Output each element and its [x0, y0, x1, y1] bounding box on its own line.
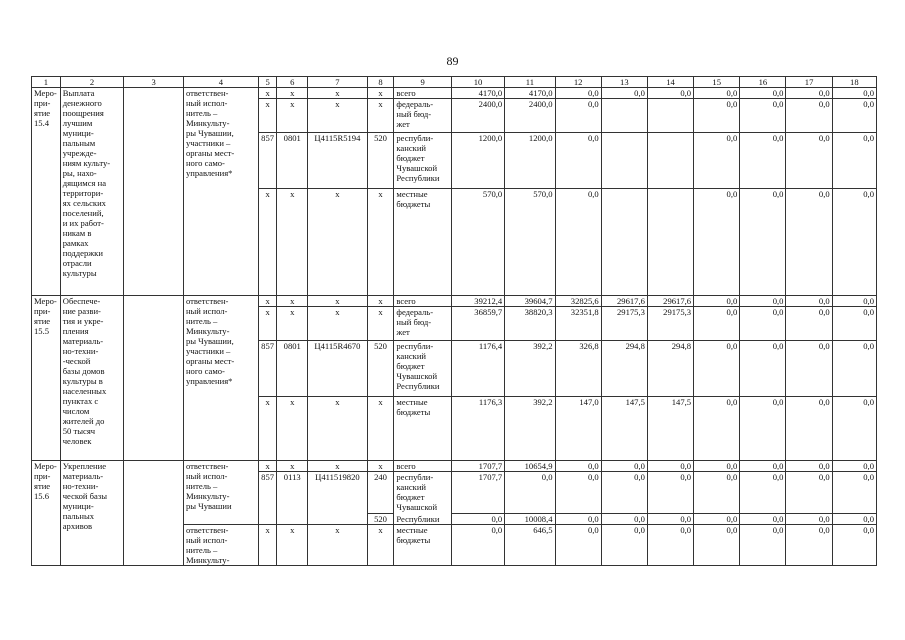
value-cell: 2400,0	[451, 99, 504, 133]
page-number: 89	[446, 54, 459, 68]
header-cell: 5	[258, 77, 276, 88]
header-cell: 9	[394, 77, 451, 88]
value-cell: 0,0	[694, 133, 740, 189]
code-cell: x	[308, 189, 368, 296]
code-cell: x	[258, 99, 276, 133]
code-cell: Ц4115R5194	[308, 133, 368, 189]
value-cell: 0,0	[832, 133, 876, 189]
measure-name-cell: Укрепление материаль- но-техни- ческой базы муници- пальных архивов	[60, 461, 124, 566]
empty-cell	[124, 296, 184, 461]
value-cell: 0,0	[647, 514, 693, 525]
header-cell: 1	[32, 77, 61, 88]
value-cell: 147,0	[555, 397, 601, 461]
value-cell: 0,0	[786, 397, 832, 461]
header-cell: 16	[740, 77, 786, 88]
header-cell: 3	[124, 77, 184, 88]
funding-source-cell: республи- канский бюджет Чувашской Республики	[394, 341, 451, 397]
value-cell: 0,0	[601, 472, 647, 514]
value-cell: 32351,8	[555, 307, 601, 341]
value-cell: 0,0	[451, 525, 504, 566]
value-cell: 0,0	[694, 461, 740, 472]
funding-source-cell: Республики	[394, 514, 451, 525]
value-cell: 0,0	[505, 472, 555, 514]
funding-source-cell: республи- канский бюджет Чувашской	[394, 472, 451, 514]
header-cell: 18	[832, 77, 876, 88]
value-cell: 0,0	[694, 514, 740, 525]
budget-table	[31, 76, 877, 566]
value-cell: 29617,6	[647, 296, 693, 307]
value-cell: 1176,3	[451, 397, 504, 461]
value-cell: 0,0	[740, 525, 786, 566]
code-cell: x	[308, 296, 368, 307]
value-cell: 0,0	[451, 514, 504, 525]
code-cell: x	[277, 99, 308, 133]
code-cell: x	[277, 189, 308, 296]
value-cell: 0,0	[694, 307, 740, 341]
value-cell: 10654,9	[505, 461, 555, 472]
code-cell: x	[367, 397, 394, 461]
code-cell: x	[367, 88, 394, 99]
code-cell: 0113	[277, 472, 308, 514]
code-cell: x	[277, 525, 308, 566]
value-cell: 1707,7	[451, 472, 504, 514]
value-cell	[601, 99, 647, 133]
value-cell: 1176,4	[451, 341, 504, 397]
code-cell: x	[367, 189, 394, 296]
value-cell: 0,0	[647, 88, 693, 99]
value-cell: 0,0	[601, 88, 647, 99]
value-cell: 294,8	[647, 341, 693, 397]
value-cell: 29175,3	[601, 307, 647, 341]
value-cell	[601, 133, 647, 189]
executor-cell: ответствен- ный испол- нитель – Минкульту-	[183, 525, 258, 566]
code-cell: x	[277, 88, 308, 99]
value-cell: 0,0	[694, 397, 740, 461]
value-cell: 0,0	[694, 341, 740, 397]
funding-source-cell: федераль- ный бюд- жет	[394, 307, 451, 341]
value-cell: 38820,3	[505, 307, 555, 341]
value-cell: 0,0	[601, 525, 647, 566]
measure-cell: Меро- при- ятие 15.5	[32, 296, 61, 461]
empty-cell	[124, 461, 184, 566]
value-cell: 0,0	[740, 296, 786, 307]
value-cell: 0,0	[786, 189, 832, 296]
empty-cell	[124, 88, 184, 296]
code-cell: x	[277, 461, 308, 472]
value-cell: 0,0	[832, 472, 876, 514]
value-cell: 0,0	[740, 514, 786, 525]
value-cell: 0,0	[694, 472, 740, 514]
measure-name-cell: Обеспече- ние разви- тия и укре- пления материаль- но-техни- -ческой базы домов культуры в населенных пунктах с числом жителей до 50 тысяч человек	[60, 296, 124, 461]
value-cell: 39212,4	[451, 296, 504, 307]
value-cell: 0,0	[647, 472, 693, 514]
header-cell: 17	[786, 77, 832, 88]
header-cell: 2	[60, 77, 124, 88]
value-cell: 147,5	[601, 397, 647, 461]
value-cell: 0,0	[832, 525, 876, 566]
value-cell: 0,0	[740, 472, 786, 514]
code-cell: 857	[258, 133, 276, 189]
code-cell: Ц411519820	[308, 472, 368, 514]
code-cell: 857	[258, 341, 276, 397]
value-cell: 0,0	[786, 88, 832, 99]
header-row	[32, 77, 877, 88]
header-cell: 11	[505, 77, 555, 88]
header-cell: 7	[308, 77, 368, 88]
value-cell: 0,0	[740, 397, 786, 461]
value-cell: 0,0	[832, 99, 876, 133]
value-cell	[647, 189, 693, 296]
value-cell: 0,0	[740, 88, 786, 99]
value-cell: 32825,6	[555, 296, 601, 307]
code-cell: 520	[367, 341, 394, 397]
value-cell: 392,2	[505, 341, 555, 397]
value-cell: 36859,7	[451, 307, 504, 341]
code-cell: 520	[367, 514, 394, 525]
value-cell	[601, 189, 647, 296]
value-cell: 0,0	[832, 307, 876, 341]
code-cell: x	[258, 189, 276, 296]
value-cell: 0,0	[601, 514, 647, 525]
value-cell: 0,0	[832, 514, 876, 525]
code-cell: 0801	[277, 341, 308, 397]
header-cell: 10	[451, 77, 504, 88]
code-cell: x	[367, 461, 394, 472]
value-cell: 0,0	[555, 461, 601, 472]
value-cell: 2400,0	[505, 99, 555, 133]
code-cell: x	[258, 461, 276, 472]
code-cell	[308, 514, 368, 525]
value-cell: 0,0	[786, 296, 832, 307]
code-cell: x	[258, 307, 276, 341]
code-cell: x	[277, 307, 308, 341]
value-cell: 10008,4	[505, 514, 555, 525]
measure-name-cell: Выплата денежного поощрения лучшим муници- пальным учрежде- ниям культу- ры, нахо- дящимся на территори- ях сельских поселений, и их работ- никам в рамках поддержки отрасли культуры	[60, 88, 124, 296]
value-cell: 1200,0	[505, 133, 555, 189]
funding-source-cell: всего	[394, 88, 451, 99]
code-cell: x	[258, 88, 276, 99]
value-cell: 0,0	[555, 88, 601, 99]
value-cell: 0,0	[740, 461, 786, 472]
code-cell	[277, 514, 308, 525]
value-cell: 1707,7	[451, 461, 504, 472]
code-cell: x	[308, 307, 368, 341]
header-cell: 15	[694, 77, 740, 88]
value-cell: 0,0	[555, 99, 601, 133]
header-cell: 13	[601, 77, 647, 88]
executor-cell: ответствен- ный испол- нитель – Минкульту- ры Чувашии	[183, 461, 258, 525]
header-cell: 8	[367, 77, 394, 88]
value-cell: 39604,7	[505, 296, 555, 307]
value-cell: 29617,6	[601, 296, 647, 307]
executor-cell: ответствен- ный испол- нитель – Минкульту- ры Чувашии, участники – органы мест- ного само- управления*	[183, 88, 258, 296]
code-cell: x	[277, 296, 308, 307]
code-cell: x	[308, 88, 368, 99]
value-cell: 570,0	[451, 189, 504, 296]
header-cell: 4	[183, 77, 258, 88]
value-cell: 0,0	[694, 88, 740, 99]
value-cell	[647, 99, 693, 133]
header-cell: 6	[277, 77, 308, 88]
value-cell: 147,5	[647, 397, 693, 461]
code-cell: x	[367, 525, 394, 566]
value-cell: 0,0	[786, 99, 832, 133]
value-cell: 0,0	[601, 461, 647, 472]
value-cell: 0,0	[832, 341, 876, 397]
funding-source-cell: местные бюджеты	[394, 525, 451, 566]
table-row	[32, 88, 877, 99]
value-cell: 0,0	[786, 514, 832, 525]
value-cell: 29175,3	[647, 307, 693, 341]
value-cell: 0,0	[740, 341, 786, 397]
value-cell: 0,0	[555, 525, 601, 566]
value-cell: 0,0	[832, 461, 876, 472]
value-cell: 392,2	[505, 397, 555, 461]
code-cell: x	[308, 99, 368, 133]
code-cell: x	[258, 397, 276, 461]
code-cell: 857	[258, 472, 276, 514]
code-cell: 520	[367, 133, 394, 189]
value-cell: 0,0	[740, 307, 786, 341]
funding-source-cell: всего	[394, 461, 451, 472]
value-cell: 0,0	[832, 189, 876, 296]
value-cell: 0,0	[647, 525, 693, 566]
value-cell: 1200,0	[451, 133, 504, 189]
funding-source-cell: местные бюджеты	[394, 397, 451, 461]
table-row	[32, 296, 877, 307]
value-cell	[647, 133, 693, 189]
code-cell	[258, 514, 276, 525]
code-cell: x	[367, 296, 394, 307]
value-cell: 0,0	[740, 189, 786, 296]
table-row	[32, 461, 877, 472]
code-cell: Ц4115R4670	[308, 341, 368, 397]
code-cell: x	[258, 296, 276, 307]
value-cell: 0,0	[786, 133, 832, 189]
value-cell: 0,0	[694, 99, 740, 133]
measure-cell: Меро- при- ятие 15.6	[32, 461, 61, 566]
code-cell: x	[308, 461, 368, 472]
value-cell: 0,0	[740, 133, 786, 189]
value-cell: 0,0	[694, 525, 740, 566]
value-cell: 0,0	[647, 461, 693, 472]
header-cell: 12	[555, 77, 601, 88]
value-cell: 0,0	[786, 341, 832, 397]
value-cell: 0,0	[786, 461, 832, 472]
value-cell: 0,0	[555, 472, 601, 514]
value-cell: 0,0	[832, 296, 876, 307]
value-cell: 570,0	[505, 189, 555, 296]
value-cell: 326,8	[555, 341, 601, 397]
value-cell: 0,0	[694, 296, 740, 307]
value-cell: 0,0	[786, 525, 832, 566]
executor-cell: ответствен- ный испол- нитель – Минкульту- ры Чувашии, участники – органы мест- ного само- управления*	[183, 296, 258, 461]
value-cell: 0,0	[555, 514, 601, 525]
funding-source-cell: всего	[394, 296, 451, 307]
value-cell: 0,0	[740, 99, 786, 133]
value-cell: 4170,0	[505, 88, 555, 99]
code-cell: x	[367, 307, 394, 341]
value-cell: 646,5	[505, 525, 555, 566]
code-cell: x	[258, 525, 276, 566]
code-cell: x	[277, 397, 308, 461]
table-body	[32, 88, 877, 566]
value-cell: 0,0	[555, 133, 601, 189]
value-cell: 0,0	[786, 472, 832, 514]
value-cell: 0,0	[832, 88, 876, 99]
code-cell: x	[367, 99, 394, 133]
code-cell: x	[308, 525, 368, 566]
value-cell: 0,0	[832, 397, 876, 461]
value-cell: 294,8	[601, 341, 647, 397]
value-cell: 0,0	[694, 189, 740, 296]
measure-cell: Меро- при- ятие 15.4	[32, 88, 61, 296]
header-cell: 14	[647, 77, 693, 88]
code-cell: x	[308, 397, 368, 461]
value-cell: 0,0	[555, 189, 601, 296]
value-cell: 4170,0	[451, 88, 504, 99]
funding-source-cell: республи- канский бюджет Чувашской Республики	[394, 133, 451, 189]
code-cell: 0801	[277, 133, 308, 189]
code-cell: 240	[367, 472, 394, 514]
funding-source-cell: местные бюджеты	[394, 189, 451, 296]
funding-source-cell: федераль- ный бюд- жет	[394, 99, 451, 133]
value-cell: 0,0	[786, 307, 832, 341]
